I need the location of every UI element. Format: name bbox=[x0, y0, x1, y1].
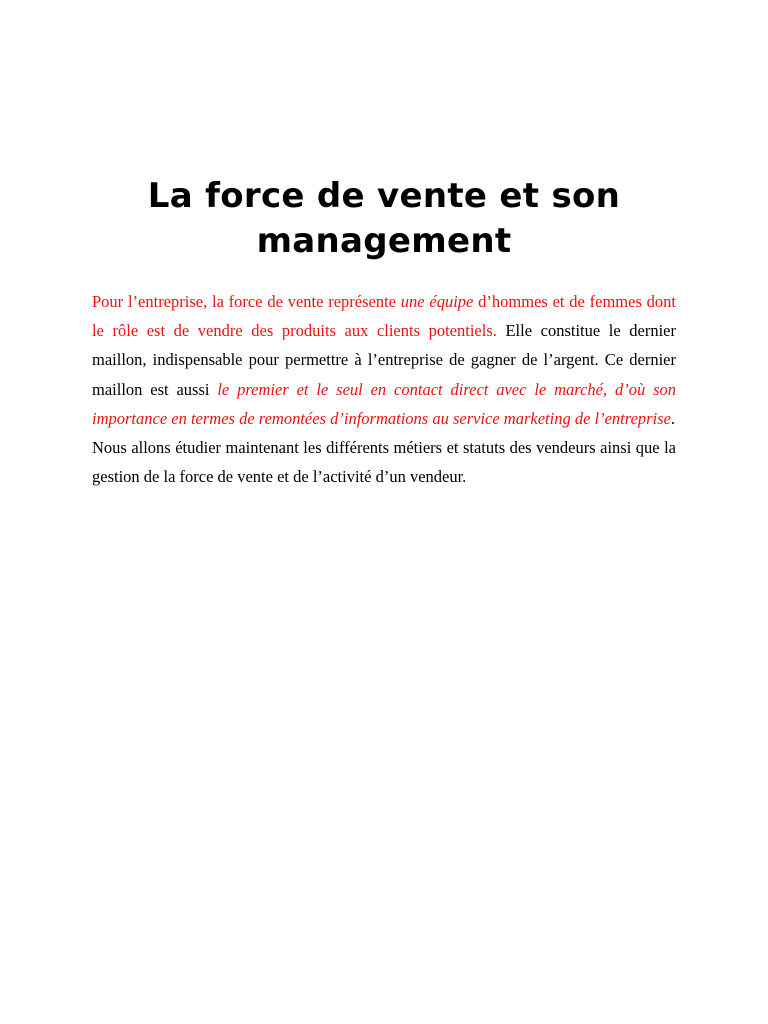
paragraph-intro bbox=[92, 287, 676, 433]
intro-text-red: Pour l’entreprise, la force de vente représente bbox=[92, 292, 401, 311]
intro-text-red-continued: d’hommes et de femmes dont le rôle est de vendre des produits aux clients potentiels. bbox=[92, 292, 676, 341]
intro-emphasis-team: une équipe bbox=[400, 292, 474, 311]
intro-text-black: Elle constitue le dernier maillon, indispensable pour permettre à l’entreprise de gagner de l’argent. Ce dernier maillon est aussi bbox=[92, 321, 677, 399]
intro-period: . bbox=[670, 408, 676, 428]
paragraph-plan: Nous allons étudier maintenant les différents métiers et statuts des vendeurs ainsi que la gestion de la force de vente et de l’activité d’un vendeur. bbox=[92, 438, 676, 487]
intro-emphasis-contact: le premier et le seul en contact direct avec le marché, d’où son importance en termes de remontées d’informations au service marketing de l’entreprise bbox=[92, 379, 676, 428]
document-title: La force de vente et son management bbox=[147, 176, 621, 261]
document-body bbox=[92, 287, 676, 491]
